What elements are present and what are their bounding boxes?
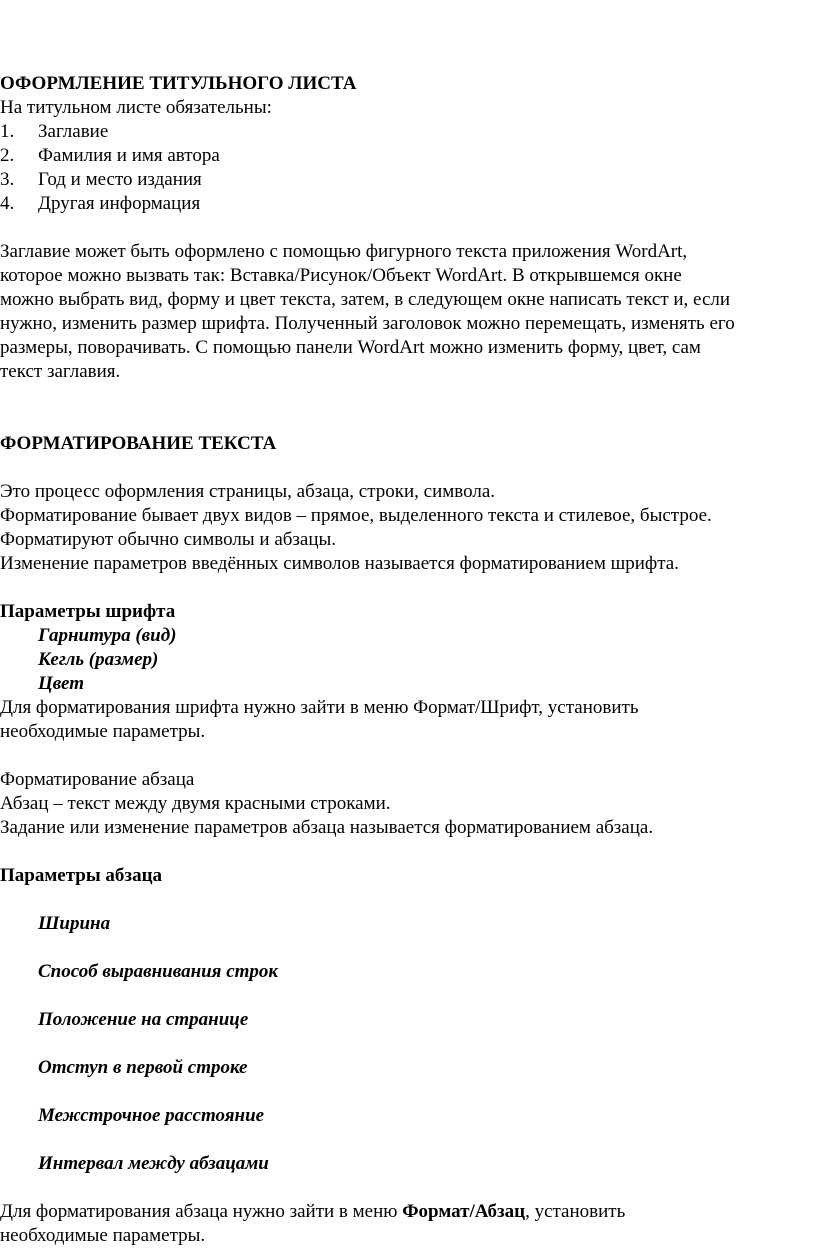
list-text: Другая информация <box>38 193 201 214</box>
paragraph-line: нужно, изменить размер шрифта. Полученный заголовок можно перемещать, изменять его <box>0 313 735 334</box>
title-page-intro: На титульном листе обязательны: <box>0 97 272 118</box>
spacer <box>0 1032 816 1056</box>
wordart-paragraph <box>0 240 814 384</box>
paragraph-line: текст заглавия. <box>0 361 121 382</box>
spacer <box>0 840 816 864</box>
paragraph-params-heading: Параметры абзаца <box>0 865 163 886</box>
paragraph-line: можно выбрать вид, форму и цвет текста, затем, в следующем окне написать текст и, если <box>0 289 731 310</box>
formatting-line: Это процесс оформления страницы, абзаца, строки, символа. <box>0 481 496 502</box>
paragraph-formatting-line: Форматирование абзаца <box>0 769 195 790</box>
spacer <box>0 936 816 960</box>
font-param-item: Кегль (размер) <box>38 649 159 670</box>
paragraph-param-item: Интервал между абзацами <box>38 1153 269 1174</box>
paragraph-formatting-line: Задание или изменение параметров абзаца называется форматированием абзаца. <box>0 817 654 838</box>
spacer <box>0 744 816 768</box>
list-text: Год и место издания <box>38 169 202 190</box>
paragraph-param-item: Межстрочное расстояние <box>38 1105 265 1126</box>
paragraph-formatting-line: Абзац – текст между двумя красными строками. <box>0 793 391 814</box>
section-heading-title-page: ОФОРМЛЕНИЕ ТИТУЛЬНОГО ЛИСТА <box>0 73 357 94</box>
paragraph-instruction-line <box>0 1200 816 1224</box>
spacer <box>0 888 816 912</box>
spacer <box>0 408 816 432</box>
instruction-text: Для форматирования абзаца нужно зайти в меню <box>0 1201 403 1222</box>
list-number: 1. <box>0 121 15 142</box>
formatting-line: Форматирование бывает двух видов – прямое, выделенного текста и стилевое, быстрое. <box>0 505 712 526</box>
spacer <box>0 1080 816 1104</box>
spacer <box>0 216 816 240</box>
paragraph-param-item: Отступ в первой строке <box>38 1057 248 1078</box>
list-item <box>0 192 816 216</box>
list-number: 2. <box>0 145 15 166</box>
paragraph-instruction-line: необходимые параметры. <box>0 1225 206 1246</box>
list-number: 4. <box>0 193 15 214</box>
formatting-line: Форматируют обычно символы и абзацы. <box>0 529 337 550</box>
spacer <box>0 1176 816 1200</box>
formatting-line: Изменение параметров введённых символов называется форматированием шрифта. <box>0 553 679 574</box>
paragraph-param-item: Положение на странице <box>38 1009 249 1030</box>
spacer <box>0 456 816 480</box>
list-item <box>0 168 816 192</box>
document-page <box>0 72 816 1248</box>
paragraph-line: которое можно вызвать так: Вставка/Рисунок/Объект WordArt. В открывшемся окне <box>0 265 682 286</box>
section-heading-text-formatting: ФОРМАТИРОВАНИЕ ТЕКСТА <box>0 433 277 454</box>
font-param-item: Цвет <box>38 673 84 694</box>
spacer <box>0 1128 816 1152</box>
font-param-item: Гарнитура (вид) <box>38 625 177 646</box>
spacer <box>0 576 816 600</box>
list-text: Заглавие <box>38 121 109 142</box>
menu-path: Формат/Абзац <box>402 1201 526 1222</box>
paragraph-line: размеры, поворачивать. С помощью панели WordArt можно изменить форму, цвет, сам <box>0 337 701 358</box>
required-items-list <box>0 120 816 216</box>
list-item <box>0 120 816 144</box>
paragraph-param-item: Ширина <box>38 913 111 934</box>
spacer <box>0 384 816 408</box>
font-instruction-line: Для форматирования шрифта нужно зайти в меню Формат/Шрифт, установить <box>0 697 639 718</box>
font-params-heading: Параметры шрифта <box>0 601 176 622</box>
paragraph-param-item: Способ выравнивания строк <box>38 961 279 982</box>
list-item <box>0 144 816 168</box>
spacer <box>0 984 816 1008</box>
font-instruction-line: необходимые параметры. <box>0 721 206 742</box>
paragraph-line: Заглавие может быть оформлено с помощью фигурного текста приложения WordArt, <box>0 241 688 262</box>
list-text: Фамилия и имя автора <box>38 145 220 166</box>
list-number: 3. <box>0 169 15 190</box>
instruction-text: , установить <box>525 1201 626 1222</box>
